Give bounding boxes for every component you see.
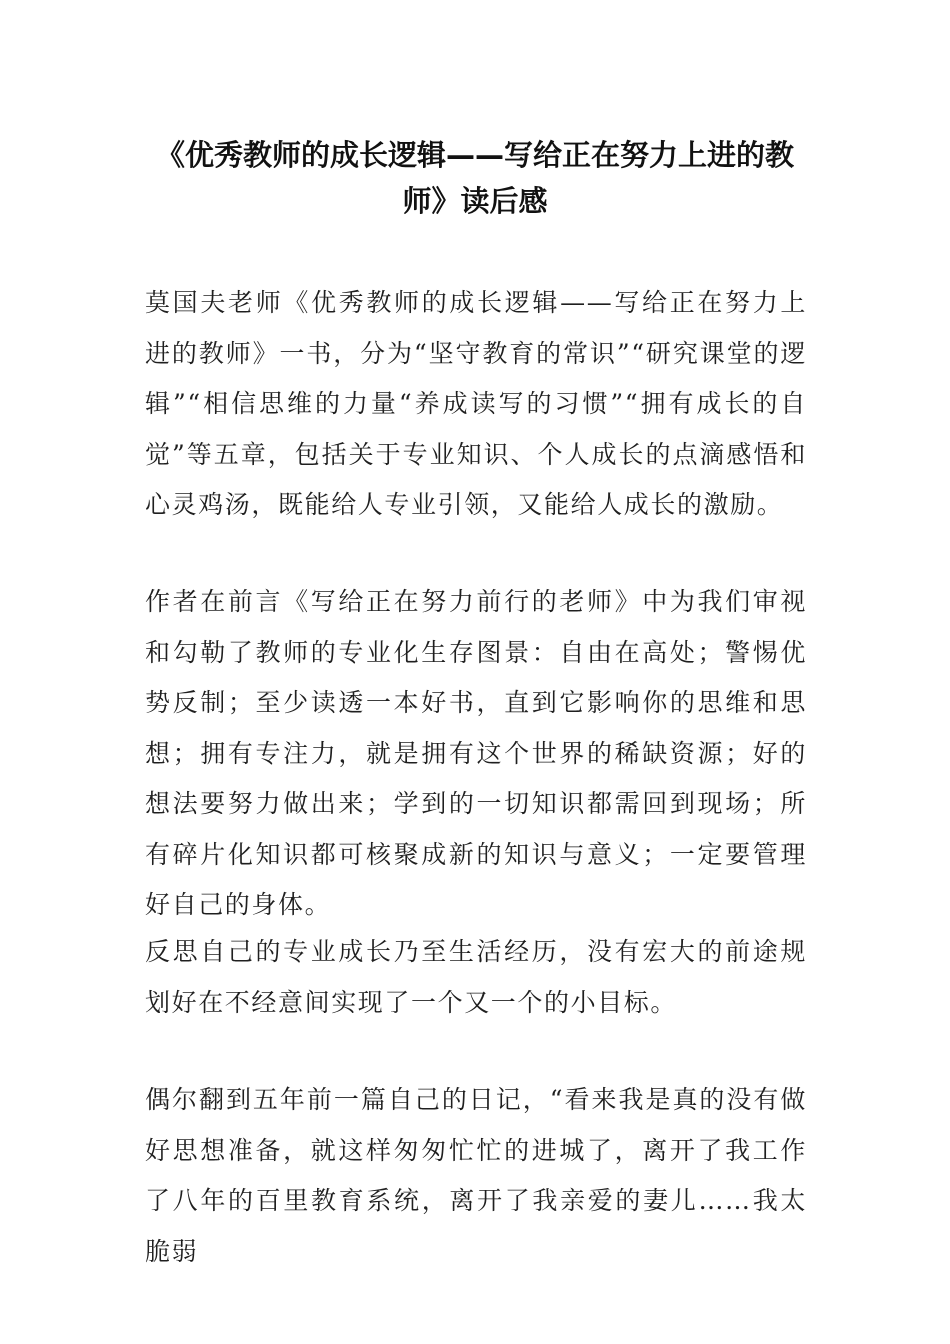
paragraph-intro: 莫国夫老师《优秀教师的成长逻辑——写给正在努力上进的教师》一书，分为“坚守教育的常识”“研究课堂的逻辑”“相信思维的力量“养成读写的习惯”“拥有成长的自觉”等五章，包括关于专业知识、个人成长的点滴感悟和心灵鸡汤，既能给人专业引领，又能给人成长的激励。 — [145, 288, 807, 519]
document-title: 《优秀教师的成长逻辑——写给正在努力上进的教师》读后感 — [155, 138, 794, 218]
paragraph-diary: 偶尔翻到五年前一篇自己的日记，“看来我是真的没有做好思想准备，就这样匆匆忙忙的进城了，离开了我工作了八年的百里教育系统，离开了我亲爱的妻儿……我太脆弱 — [145, 1085, 807, 1266]
paragraph-preface: 作者在前言《写给正在努力前行的老师》中为我们审视和勾勒了教师的专业化生存图景：自由在高处；警惕优势反制；至少读透一本好书，直到它影响你的思维和思想；拥有专注力，就是拥有这个世界的稀缺资源；好的想法要努力做出来；学到的一切知识都需回到现场；所有碎片化知识都可核聚成新的知识与意义；一定要管理好自己的身体。 — [145, 587, 807, 919]
paragraph-reflection: 反思自己的专业成长乃至生活经历，没有宏大的前途规划好在不经意间实现了一个又一个的小目标。 — [145, 937, 807, 1017]
